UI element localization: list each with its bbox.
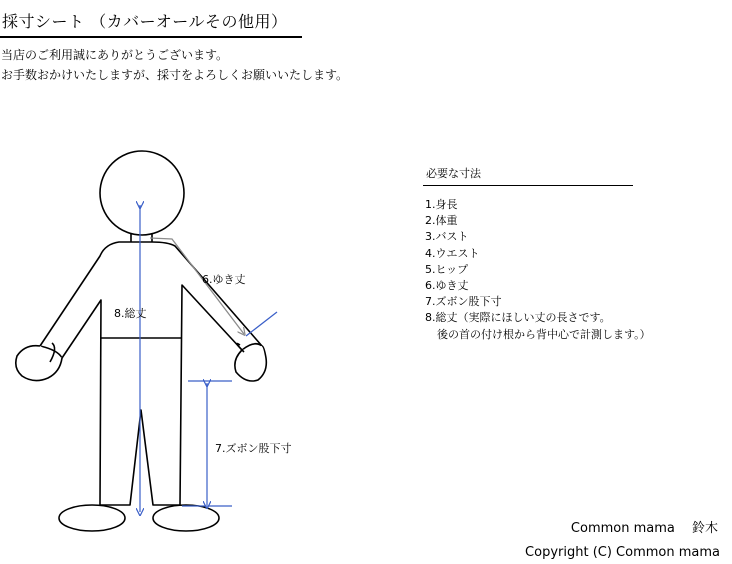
author-credit: Common mama 鈴木 bbox=[570, 521, 718, 536]
list-item: 8.総丈（実際にほしい丈の長さです。 bbox=[425, 311, 611, 325]
inseam-label: 7.ズボン股下寸 bbox=[215, 442, 292, 455]
figure-left-foot bbox=[59, 505, 125, 531]
copyright-notice: Copyright (C) Common mama bbox=[525, 545, 720, 560]
list-item: 2.体重 bbox=[425, 214, 458, 228]
title-underline bbox=[0, 36, 302, 38]
list-item: 1.身長 bbox=[425, 198, 458, 211]
sleeve-end-tick bbox=[246, 312, 277, 336]
intro-line-1: 当店のご利用誠にありがとうございます。 bbox=[1, 48, 229, 62]
figure-head bbox=[100, 151, 184, 235]
sleeve-length-arrow bbox=[150, 238, 244, 334]
list-item: 4.ウエスト bbox=[425, 246, 480, 260]
page-title: 採寸シート （カバーオールその他用） bbox=[2, 12, 288, 31]
measurement-figure bbox=[0, 140, 300, 540]
list-item: 3.バスト bbox=[425, 230, 469, 244]
figure-right-hand bbox=[235, 346, 266, 381]
figure-outline bbox=[16, 151, 267, 531]
figure-right-foot bbox=[153, 505, 219, 531]
requirements-list bbox=[425, 197, 651, 343]
requirements-note: 後の首の付け根から背中心で計測します。） bbox=[437, 327, 651, 341]
requirements-rule bbox=[423, 185, 633, 186]
list-item: 6.ゆき丈 bbox=[425, 279, 469, 293]
body-length-label: 8.総丈 bbox=[114, 307, 147, 320]
list-item: 7.ズボン股下寸 bbox=[425, 295, 502, 309]
sleeve-length-label: 6.ゆき丈 bbox=[202, 273, 246, 286]
requirements-heading: 必要な寸法 bbox=[426, 167, 481, 180]
intro-line-2: お手数おかけいたしますが、採寸をよろしくお願いいたします。 bbox=[1, 68, 349, 82]
list-item: 5.ヒップ bbox=[425, 262, 469, 276]
